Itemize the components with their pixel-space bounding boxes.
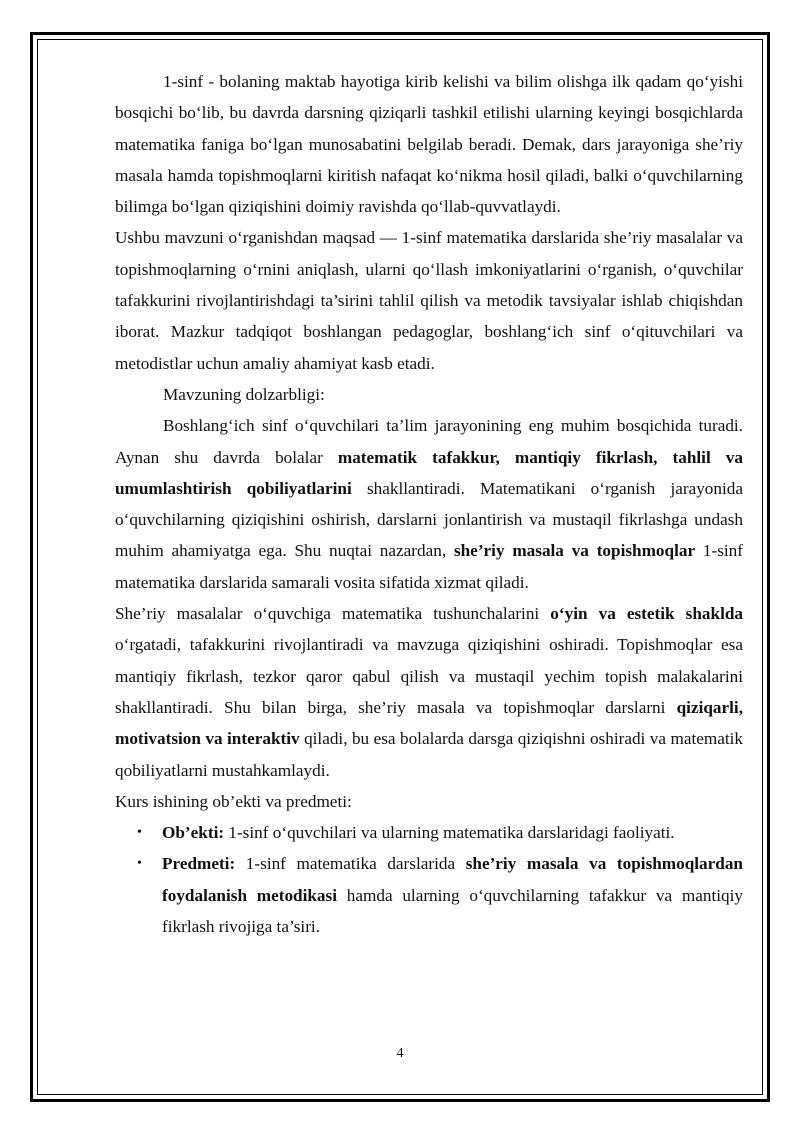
- text-run: She’riy masalalar oʻquvchiga matematika tushunchalarini: [115, 604, 551, 624]
- bold-run: qiziqarli, motivatsion va interaktiv: [115, 697, 743, 749]
- object-subject-heading: Kurs ishining ob’ekti va predmeti:: [115, 791, 352, 811]
- text-run: oʻrgatadi, tafakkurini rivojlantiradi va mavzuga qiziqishini oshiradi. Topishmoqlar esa mantiqiy fikrlash, tezkor qaror qabul qilish va mustaqil yechim topish malakalarini shakllantiradi. Shu bilan birga, she’riy masala va topishmoqlar darslarni: [115, 635, 743, 717]
- list-item-object: [115, 817, 743, 848]
- relevance-paragraph: [115, 410, 743, 598]
- bullet-icon: •: [137, 825, 142, 841]
- text-run: shakllantiradi. Matematikani oʻrganish jarayonida oʻquvchilarning qiziqishini oshirish, darslarni jonlantirish va mustaqil fikrlashga undash muhim ahamiyatga ega. Shu nuqtai nazardan,: [115, 478, 743, 561]
- text-run: 1-sinf matematika darslarida: [235, 854, 466, 874]
- bold-run: oʻyin va estetik shaklda: [550, 604, 743, 624]
- text-run: hamda ularning oʻquvchilarning tafakkur va mantiqiy fikrlash rivojiga ta’siri.: [162, 885, 743, 937]
- intro-paragraph: 1-sinf - bolaning maktab hayotiga kirib kelishi va bilim olishga ilk qadam qoʻyishi bosqichi boʻlib, bu davrda darsning qiziqarli tashkil etilishi ularning keyingi bosqichlarda matematika faniga boʻlgan munosabatini belgilab beradi. Demak, dars jarayoniga she’riy masala hamda topishmoqlarni kiritish nafaqat koʻnikma hosil qiladi, balki oʻquvchilarning bilimga boʻlgan qiziqishini doimiy ravishda qoʻllab-quvvatlaydi.: [115, 72, 743, 217]
- subject-label: Predmeti:: [162, 854, 236, 874]
- text-run: qiladi, bu esa bolalarda darsga qiziqishni oshiradi va matematik qobiliyatlarni mustahkamlaydi.: [115, 729, 744, 780]
- object-subject-list: [115, 817, 743, 942]
- bold-run: matematik tafakkur, mantiqiy fikrlash, tahlil va umumlashtirish qobiliyatlarini: [115, 447, 743, 498]
- goal-paragraph: Ushbu mavzuni oʻrganishdan maqsad — 1-sinf matematika darslarida she’riy masalalar va topishmoqlarning oʻrnini aniqlash, ularni qoʻllash imkoniyatlarini oʻrganish, oʻquvchilar tafakkurini rivojlantirishdagi ta’sirini tahlil qilish va metodik tavsiyalar ishlab chiqishdan iborat. Mazkur tadqiqot boshlangan pedagoglar, boshlangʻich sinf oʻqituvchilari va metodistlar uchun amaliy ahamiyat kasb etadi.: [115, 228, 743, 373]
- bold-run: she’riy masala va topishmoqlar: [453, 541, 696, 561]
- object-text: 1-sinf oʻquvchilari va ularning matematika darslaridagi faoliyati.: [224, 823, 675, 843]
- relevance-heading: Mavzuning dolzarbligi:: [163, 384, 325, 404]
- bullet-icon: •: [137, 856, 142, 872]
- list-item-subject: [115, 848, 743, 942]
- poetic-problems-paragraph: [115, 598, 743, 786]
- page-number: 4: [396, 1046, 404, 1061]
- text-run: Boshlangʻich sinf oʻquvchilari ta’lim jarayonining eng muhim bosqichida turadi. Aynan shu davrda bolalar: [115, 416, 743, 467]
- text-run: 1-sinf matematika darslarida samarali vosita sifatida xizmat qiladi.: [115, 541, 743, 592]
- object-label: Ob’ekti:: [162, 823, 225, 843]
- document-body: [115, 66, 743, 942]
- bold-run: she’riy masala va topishmoqlardan foydalanish metodikasi: [162, 854, 743, 905]
